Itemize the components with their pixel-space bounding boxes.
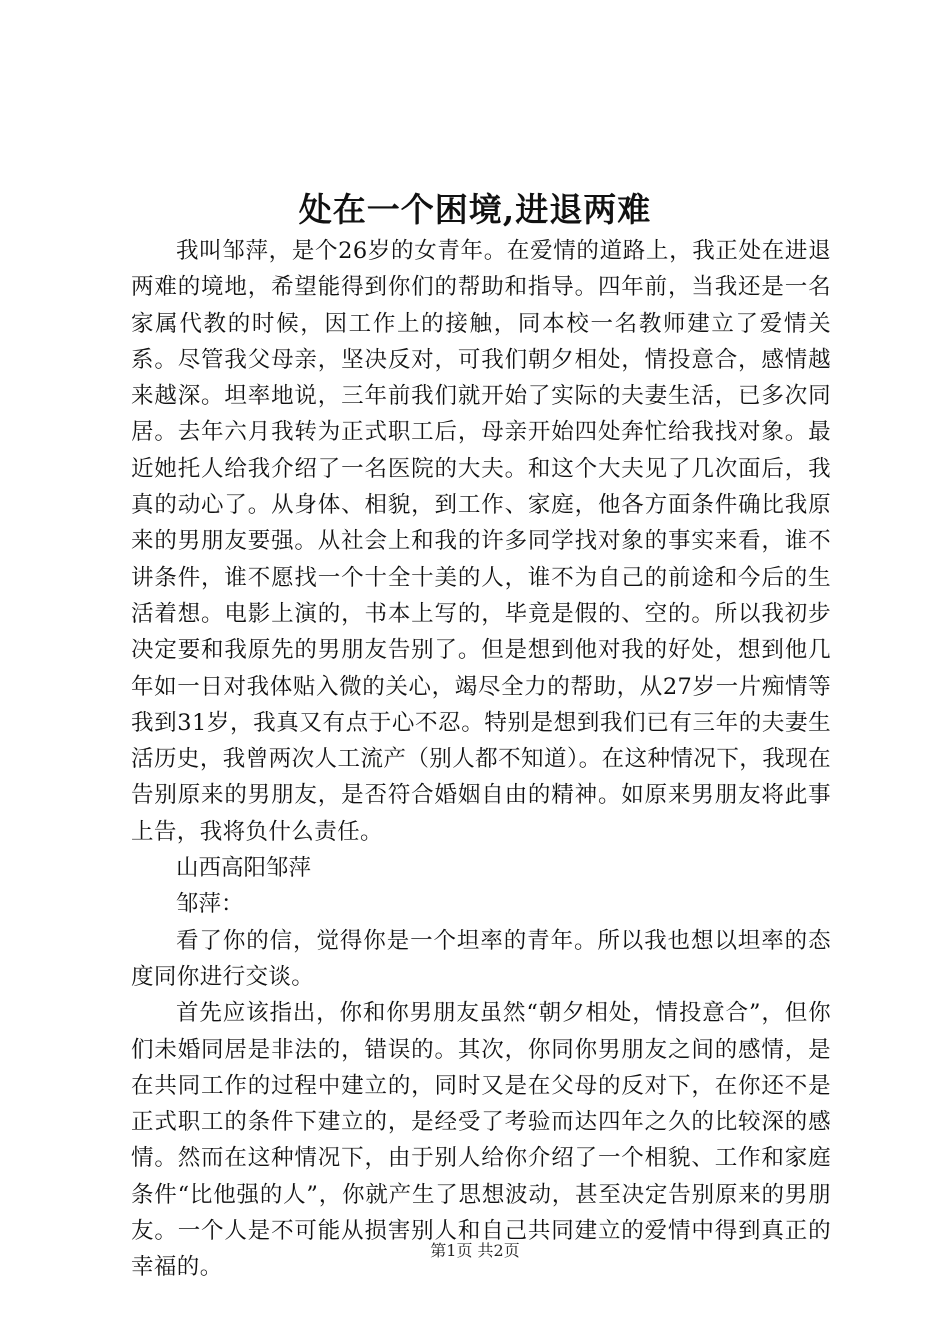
letter-signature: 山西高阳邹萍: [176, 855, 312, 882]
document-title: 处在一个困境,进退两难: [298, 190, 652, 229]
reply-salutation: 邹萍：: [176, 891, 244, 918]
reply-paragraph-1: 看了你的信，觉得你是一个坦率的青年。所以我也想以坦率的态度同你进行交谈。: [131, 927, 831, 990]
document-body: [131, 233, 831, 1286]
letter-paragraph: 我叫邹萍，是个26岁的女青年。在爱情的道路上，我正处在进退两难的境地，希望能得到你们的帮助和指导。四年前，当我还是一名家属代教的时候，因工作上的接触，同本校一名教师建立了爱情关系。尽管我父母亲，坚决反对，可我们朝夕相处，情投意合，感情越来越深。坦率地说，三年前我们就开始了实际的夫妻生活，已多次同居。去年六月我转为正式职工后，母亲开始四处奔忙给我找对象。最近她托人给我介绍了一名医院的大夫。和这个大夫见了几次面后，我真的动心了。从身体、相貌，到工作、家庭，他各方面条件确比我原来的男朋友要强。从社会上和我的许多同学找对象的事实来看，谁不讲条件，谁不愿找一个十全十美的人，谁不为自己的前途和今后的生活着想。电影上演的，书本上写的，毕竟是假的、空的。所以我初步决定要和我原先的男朋友告别了。但是想到他对我的好处，想到他几年如一日对我体贴入微的关心，竭尽全力的帮助，从27岁一片痴情等我到31岁，我真又有点于心不忍。特别是想到我们已有三年的夫妻生活历史，我曾两次人工流产（别人都不知道）。在这种情况下，我现在告别原来的男朋友，是否符合婚姻自由的精神。如原来男朋友将此事上告，我将负什么责任。: [131, 238, 831, 845]
page-footer: 第1页 共2页: [430, 1241, 520, 1260]
reply-paragraph-2: 首先应该指出，你和你男朋友虽然“朝夕相处，情投意合”，但你们未婚同居是非法的，错误的。其次，你同你男朋友之间的感情，是在共同工作的过程中建立的，同时又是在父母的反对下，在你还不是正式职工的条件下建立的，是经受了考验而达四年之久的比较深的感情。然而在这种情况下，由于别人给你介绍了一个相貌、工作和家庭条件“比他强的人”，你就产生了思想波动，甚至决定告别原来的男朋友。一个人是不可能从损害别人和自己共同建立的爱情中得到真正的幸福的。: [131, 1000, 831, 1281]
